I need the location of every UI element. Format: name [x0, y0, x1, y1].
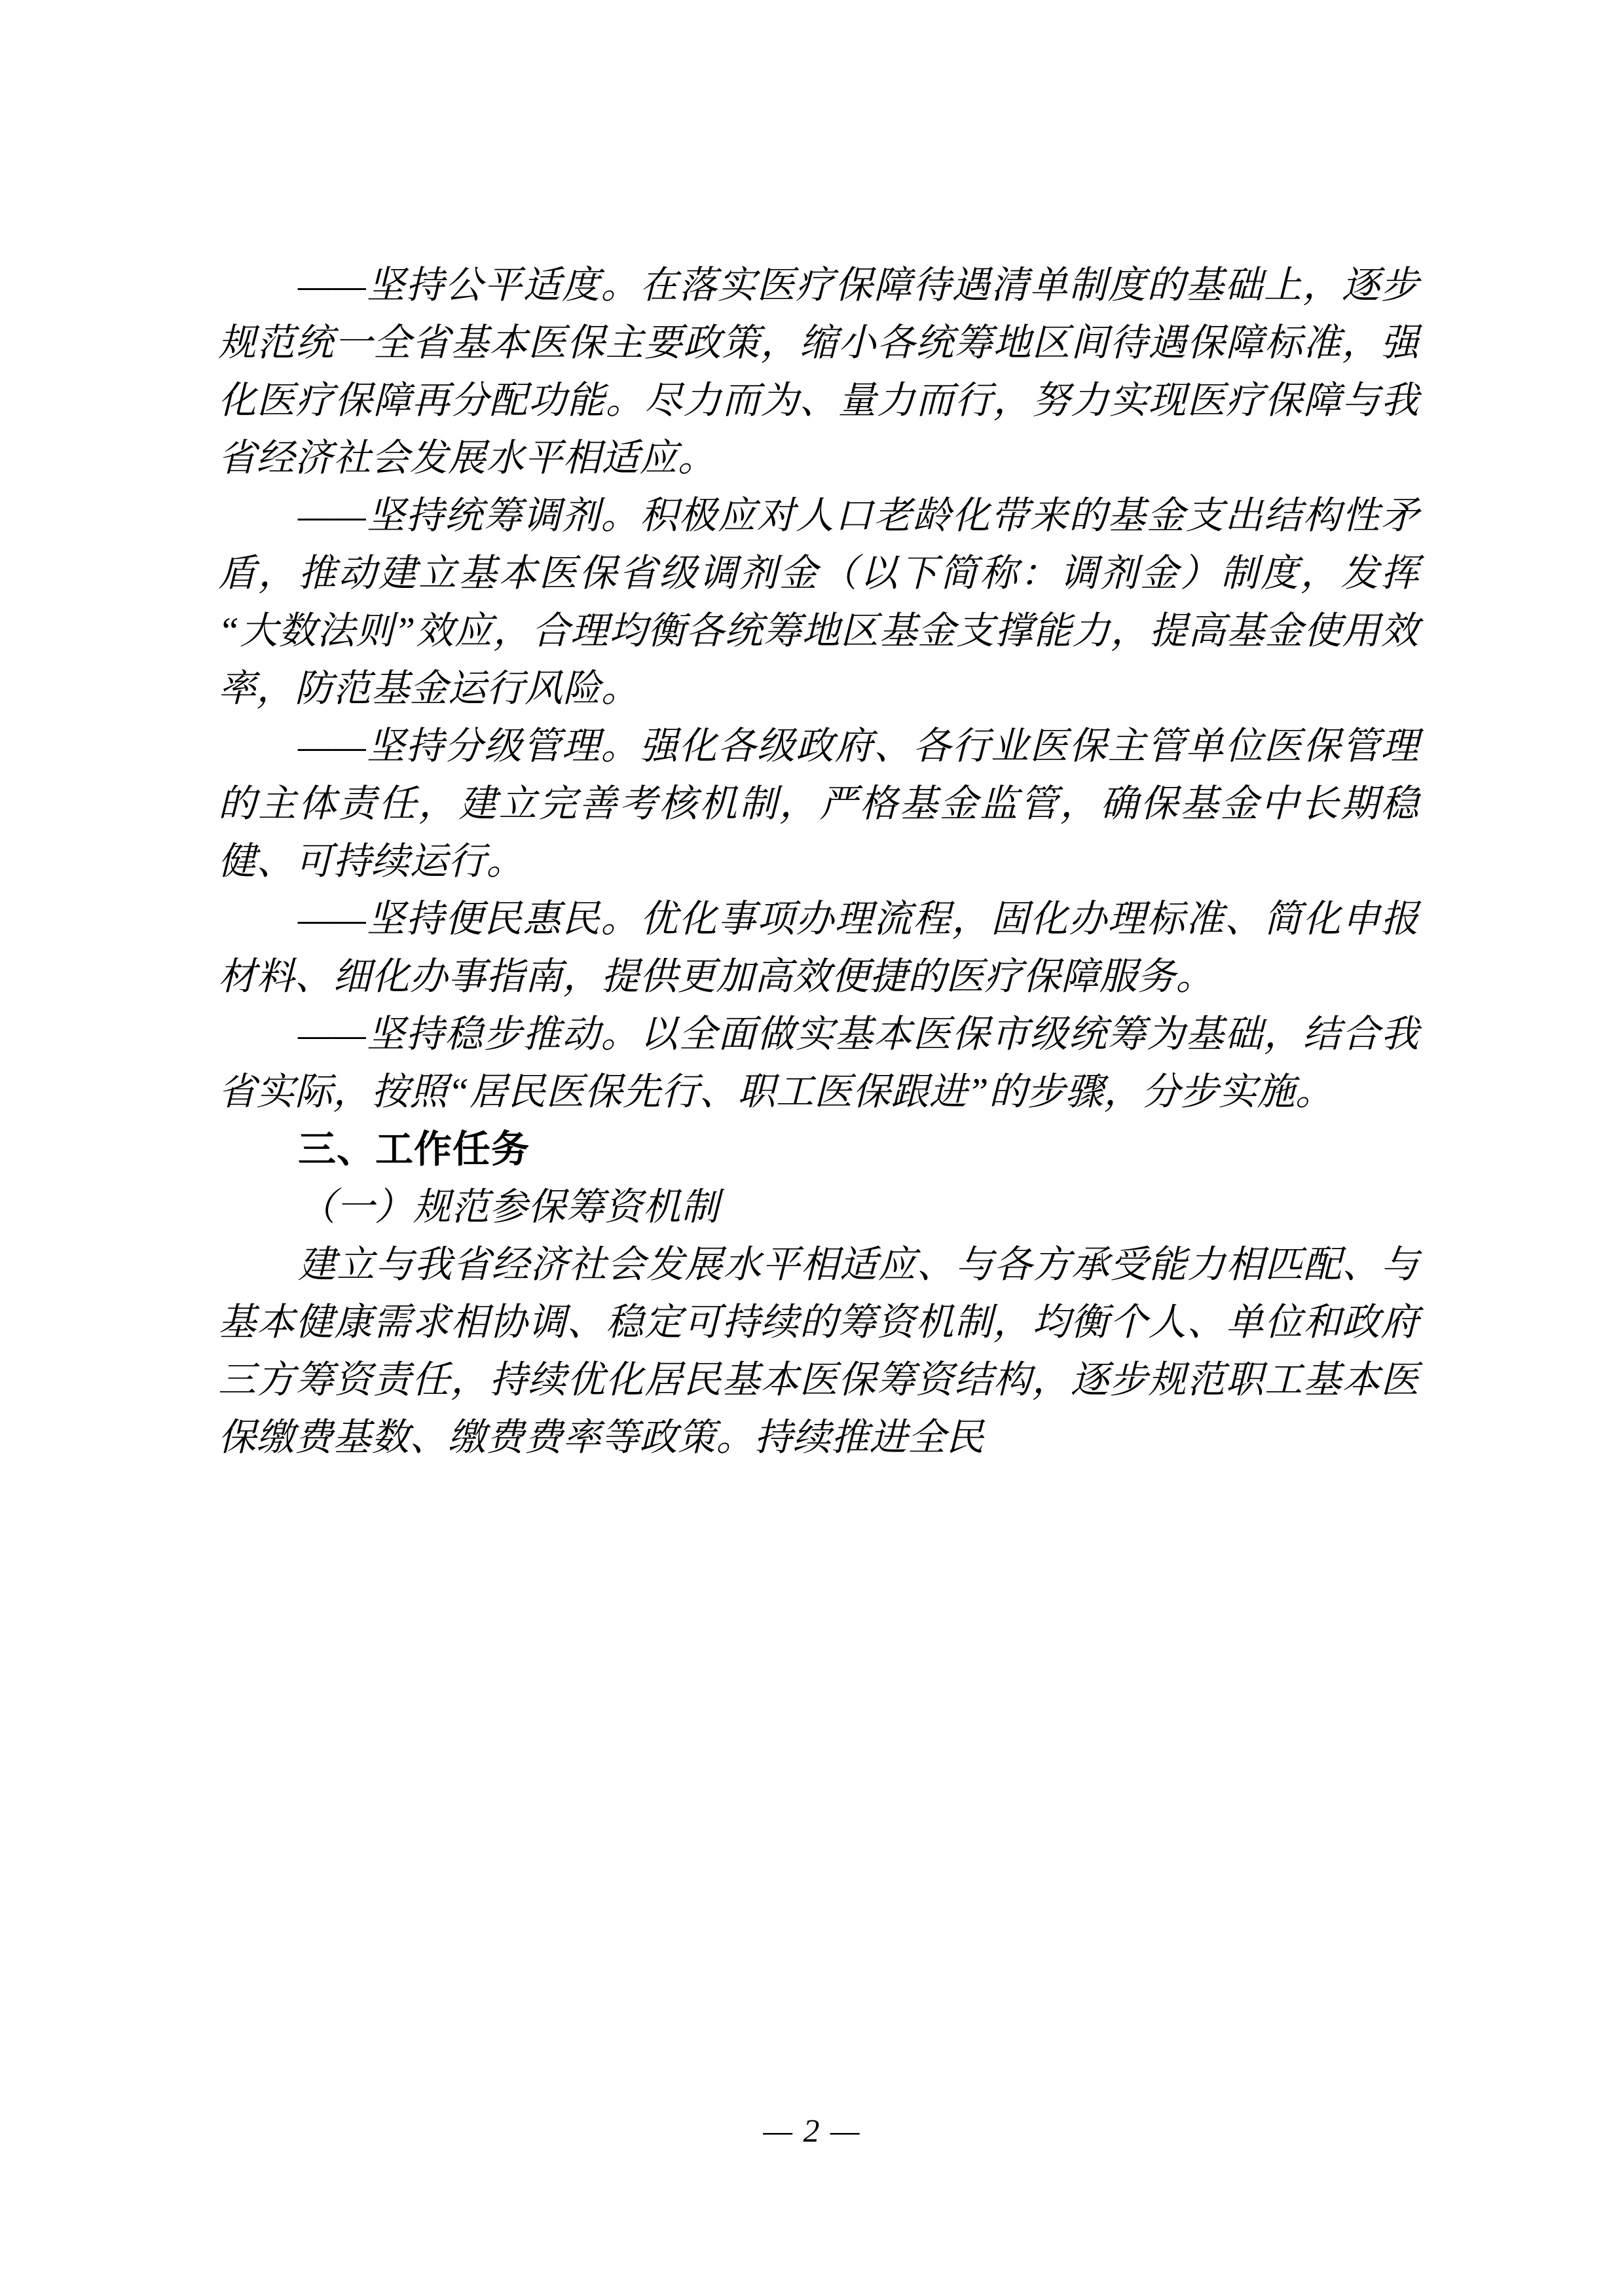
paragraph-principle-steady-progress: ——坚持稳步推动。以全面做实基本医保市级统筹为基础，结合我省实际，按照“居民医保先行、职工医保跟进”的步骤，分步实施。 [218, 1013, 1419, 1113]
paragraph-principle-convenience: ——坚持便民惠民。优化事项办理流程，固化办理标准、简化申报材料、细化办事指南，提供更加高效便捷的医疗保障服务。 [218, 898, 1419, 998]
page-number-footer: — 2 — [763, 2112, 861, 2149]
paragraph-principle-coordination: ——坚持统筹调剂。积极应对人口老龄化带来的基金支出结构性矛盾，推动建立基本医保省级调剂金（以下简称：调剂金）制度，发挥“大数法则”效应，合理均衡各统筹地区基金支撑能力，提高基金使用效率，防范基金运行风险。 [218, 494, 1419, 710]
paragraph-financing-mechanism-body: 建立与我省经济社会发展水平相适应、与各方承受能力相匹配、与基本健康需求相协调、稳定可持续的筹资机制，均衡个人、单位和政府三方筹资责任，持续优化居民基本医保筹资结构，逐步规范职工基本医保缴费基数、缴费费率等政策。持续推进全民 [218, 1243, 1419, 1459]
section-heading-work-tasks: 三、工作任务 [298, 1128, 530, 1171]
document-text-column [218, 257, 1419, 1467]
paragraph-principle-tiered-management: ——坚持分级管理。强化各级政府、各行业医保主管单位医保管理的主体责任，建立完善考核机制，严格基金监管，确保基金中长期稳健、可持续运行。 [218, 725, 1419, 883]
paragraph-principle-fairness: ——坚持公平适度。在落实医疗保障待遇清单制度的基础上，逐步规范统一全省基本医保主要政策，缩小各统筹地区间待遇保障标准，强化医疗保障再分配功能。尽力而为、量力而行，努力实现医疗保障与我省经济社会发展水平相适应。 [218, 264, 1419, 479]
sub-heading-financing-mechanism: （一）规范参保筹资机制 [298, 1186, 720, 1228]
